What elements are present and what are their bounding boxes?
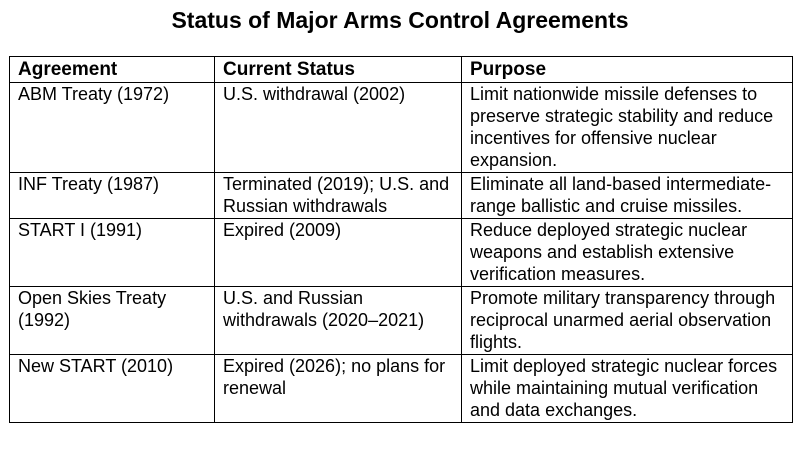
purpose-cell: Eliminate all land-based intermediate-range ballistic and cruise missiles. <box>462 173 793 219</box>
agreement-cell: New START (2010) <box>10 355 215 423</box>
agreement-cell: Open Skies Treaty (1992) <box>10 287 215 355</box>
purpose-cell: Limit nationwide missile defenses to preserve strategic stability and reduce incentives for offensive nuclear expansion. <box>462 83 793 173</box>
column-header-purpose: Purpose <box>462 57 793 83</box>
column-header-current-status: Current Status <box>215 57 462 83</box>
status-cell: U.S. withdrawal (2002) <box>215 83 462 173</box>
agreements-table <box>9 56 793 423</box>
table-row <box>10 355 793 423</box>
table-row <box>10 83 793 173</box>
agreement-cell: START I (1991) <box>10 219 215 287</box>
agreement-cell: ABM Treaty (1972) <box>10 83 215 173</box>
column-header-agreement: Agreement <box>10 57 215 83</box>
status-cell: Expired (2026); no plans for renewal <box>215 355 462 423</box>
status-cell: Expired (2009) <box>215 219 462 287</box>
status-cell: Terminated (2019); U.S. and Russian withdrawals <box>215 173 462 219</box>
table-row <box>10 173 793 219</box>
status-cell: U.S. and Russian withdrawals (2020–2021) <box>215 287 462 355</box>
page-title: Status of Major Arms Control Agreements <box>171 7 629 33</box>
table-row <box>10 287 793 355</box>
purpose-cell: Promote military transparency through reciprocal unarmed aerial observation flights. <box>462 287 793 355</box>
purpose-cell: Reduce deployed strategic nuclear weapons and establish extensive verification measures. <box>462 219 793 287</box>
table-row <box>10 219 793 287</box>
purpose-cell: Limit deployed strategic nuclear forces while maintaining mutual verification and data exchanges. <box>462 355 793 423</box>
agreement-cell: INF Treaty (1987) <box>10 173 215 219</box>
table-header-row <box>10 57 793 83</box>
